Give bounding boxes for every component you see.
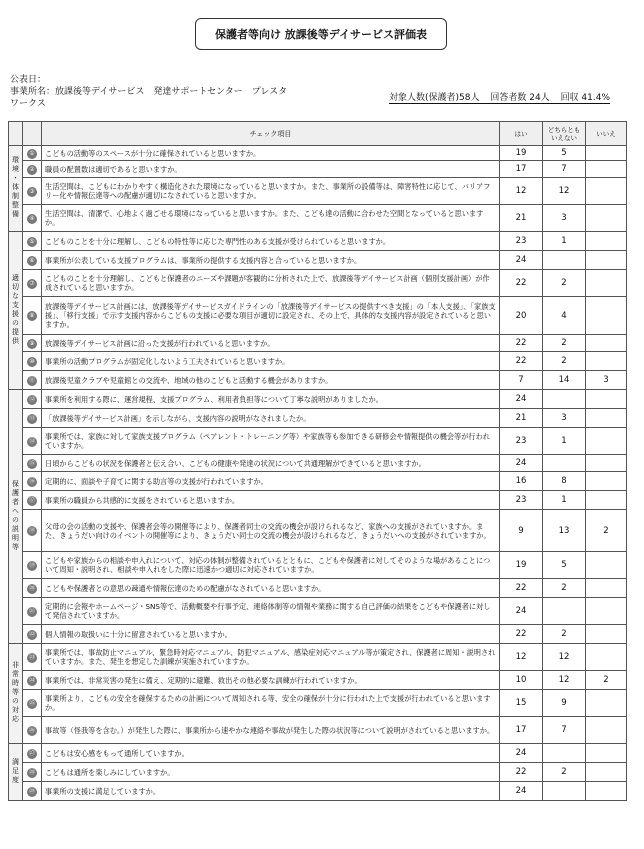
- category-label: [9, 744, 23, 801]
- table-row: [9, 409, 627, 428]
- question-text: 事業所の職員から共感的に支援をされていると思いますか。: [42, 491, 500, 510]
- table-row: [9, 205, 627, 232]
- answer-neither: [543, 598, 586, 625]
- item-number: [23, 644, 42, 671]
- answer-neither: 12: [543, 644, 586, 671]
- question-text: 事業所を利用する際に、運営規程、支援プログラム、利用者負担等について丁寧な説明がありましたか。: [42, 390, 500, 409]
- table-row: [9, 782, 627, 801]
- table-row: [9, 491, 627, 510]
- item-number-badge: ④: [27, 214, 37, 224]
- answer-no: [586, 232, 627, 251]
- answer-no: [586, 270, 627, 297]
- question-text: 職員の配置数は適切であると思いますか。: [42, 161, 500, 178]
- item-number: [23, 390, 42, 409]
- table-row: [9, 625, 627, 644]
- answer-neither: 2: [543, 335, 586, 352]
- recovery-rate: 回収 41.4%: [560, 93, 611, 103]
- answer-neither: [543, 251, 586, 270]
- item-number: [23, 428, 42, 455]
- item-number-badge: ⑱: [28, 527, 35, 534]
- question-text: 個人情報の取扱いに十分に留意されていると思いますか。: [42, 625, 500, 644]
- answer-neither: [543, 390, 586, 409]
- question-text: こどもや家族からの相談や申入れについて、対応の体制が整備されているとともに、こどもや保護者に対してそのような場があることについて周知・説明され、相談や申入れをした際に迅速かつ適切に対応されていますか。: [42, 552, 500, 579]
- document-title: 保護者等向け 放課後等デイサービス評価表: [195, 18, 447, 50]
- question-text: 「放課後等デイサービス計画」を示しながら、支援内容の説明がなされましたか。: [42, 409, 500, 428]
- question-text: こどもや保護者との意思の疎通や情報伝達のための配慮がなされていると思いますか。: [42, 579, 500, 598]
- answer-no: [586, 579, 627, 598]
- question-text: 事業所では、家族に対して家族支援プログラム（ペアレント・トレーニング等）や家族等も参加できる研修会や情報提供の機会等が行われていますか。: [42, 428, 500, 455]
- answer-neither: 9: [543, 690, 586, 717]
- answer-neither: 14: [543, 371, 586, 390]
- answer-yes: 10: [500, 671, 543, 690]
- answer-neither: 8: [543, 472, 586, 491]
- answer-no: [586, 644, 627, 671]
- answer-neither: [543, 455, 586, 472]
- item-number-badge: ㉑: [28, 607, 35, 615]
- answer-no: [586, 598, 627, 625]
- item-number: [23, 690, 42, 717]
- answer-yes: 24: [500, 455, 543, 472]
- answer-neither: 2: [543, 352, 586, 371]
- answer-yes: 9: [500, 510, 543, 552]
- question-text: 事業所より、こどもの安全を確保するための計画について周知される等、安全の確保が十分に行われた上で支援が行われていると思いますか。: [42, 690, 500, 717]
- target-count: 対象人数(保護者)58人: [389, 93, 480, 103]
- answer-no: [586, 690, 627, 717]
- answer-yes: 24: [500, 782, 543, 801]
- category-name: 非常時等の対応: [11, 661, 20, 724]
- item-number-badge: ⑲: [28, 561, 35, 569]
- answer-neither: 1: [543, 232, 586, 251]
- answer-neither: 2: [543, 270, 586, 297]
- answer-neither: 7: [543, 717, 586, 744]
- item-number-badge: ⑰: [28, 496, 35, 504]
- table-row: [9, 690, 627, 717]
- item-number-badge: ②: [27, 165, 37, 175]
- question-text: 日頃からこどもの状況を保護者と伝え合い、こどもの健康や発達の状況について共通理解ができていると思いますか。: [42, 455, 500, 472]
- question-text: 生活空間は、清潔で、心地よく過ごせる環境になっていると思いますか。また、こども達の活動に合わせた空間となっていると思いますか。: [42, 205, 500, 232]
- item-number-badge: ㉓: [28, 653, 35, 661]
- table-row: [9, 671, 627, 690]
- answer-neither: 13: [543, 510, 586, 552]
- question-text: 事業所の支援に満足していますか。: [42, 782, 500, 801]
- item-number: [23, 270, 42, 297]
- table-row: [9, 335, 627, 352]
- item-number: [23, 371, 42, 390]
- question-text: 事業所が公表している支援プログラムは、事業所の提供する支援内容と合っていると思いますか。: [42, 251, 500, 270]
- header-item: チェック項目: [42, 122, 500, 146]
- header-neither: どちらとも いえない: [543, 122, 586, 146]
- table-row: [9, 352, 627, 371]
- answer-yes: 24: [500, 251, 543, 270]
- question-text: 定期的に、面談や子育てに関する助言等の支援が行われていますか。: [42, 472, 500, 491]
- item-number-badge: ①: [27, 149, 37, 159]
- answer-no: [586, 352, 627, 371]
- answer-no: [586, 390, 627, 409]
- question-text: こどものことを十分に理解し、こどもの特性等に応じた専門性のある支援が受けられていると思いますか。: [42, 232, 500, 251]
- table-row: [9, 251, 627, 270]
- item-number-badge: ⑳: [28, 584, 35, 592]
- answer-neither: 12: [543, 671, 586, 690]
- item-number-badge: ⑯: [28, 477, 35, 485]
- category-name: 満足度: [11, 757, 20, 785]
- answer-yes: 22: [500, 270, 543, 297]
- table-row: [9, 644, 627, 671]
- answer-yes: 23: [500, 232, 543, 251]
- table-row: [9, 763, 627, 782]
- item-number-badge: ⑬: [28, 414, 35, 422]
- answer-yes: 12: [500, 178, 543, 205]
- table-row: [9, 390, 627, 409]
- answer-neither: 1: [543, 491, 586, 510]
- item-number-badge: ㉒: [28, 630, 35, 638]
- item-number-badge: ⑮: [28, 459, 35, 467]
- answer-yes: 21: [500, 409, 543, 428]
- answer-no: [586, 472, 627, 491]
- question-text: こどもの活動等のスペースが十分に確保されていると思いますか。: [42, 146, 500, 161]
- item-number-badge: ⑩: [27, 357, 37, 367]
- answer-no: [586, 763, 627, 782]
- answer-no: [586, 251, 627, 270]
- answer-no: [586, 744, 627, 763]
- answer-yes: 23: [500, 428, 543, 455]
- answer-neither: 7: [543, 161, 586, 178]
- question-text: 事業所では、非常災害の発生に備え、定期的に避難、救出その他必要な訓練が行われていますか。: [42, 671, 500, 690]
- answer-yes: 24: [500, 390, 543, 409]
- answer-yes: 15: [500, 690, 543, 717]
- header-no: いいえ: [586, 122, 627, 146]
- answer-yes: 19: [500, 146, 543, 161]
- item-number: [23, 510, 42, 552]
- item-number-badge: ⑦: [27, 279, 37, 289]
- answer-neither: 3: [543, 205, 586, 232]
- answer-neither: 5: [543, 146, 586, 161]
- table-row: [9, 161, 627, 178]
- table-row: [9, 371, 627, 390]
- answer-yes: 24: [500, 744, 543, 763]
- answer-no: [586, 428, 627, 455]
- item-number-badge: ⑭: [28, 437, 35, 445]
- category-name: 保護者への説明等: [11, 479, 20, 552]
- item-number: [23, 455, 42, 472]
- facility-name: 事業所名：放課後等デイサービス 発達サポートセンター プレスタワークス: [10, 87, 288, 109]
- answer-no: [586, 455, 627, 472]
- answer-neither: 5: [543, 552, 586, 579]
- item-number: [23, 161, 42, 178]
- answer-yes: 21: [500, 205, 543, 232]
- answer-yes: 12: [500, 644, 543, 671]
- question-text: 放課後等デイサービス計画には、放課後等デイサービスガイドラインの「放課後等デイサービスの提供すべき支援」の「本人支援」、「家族支援」、「移行支援」で示す支援内容からこどもの支援に必要な項目が適切に設定され、その上で、具体的な支援内容が設定されていると思いますか。: [42, 297, 500, 335]
- item-number: [23, 251, 42, 270]
- question-text: 事故等（怪我等を含む。）が発生した際に、事業所から速やかな連絡や事故が発生した際の状況等について説明がされていると思いますか。: [42, 717, 500, 744]
- response-summary: [389, 90, 610, 104]
- item-number: [23, 744, 42, 763]
- answer-neither: 12: [543, 178, 586, 205]
- header-yes: はい: [500, 122, 543, 146]
- answer-yes: 22: [500, 763, 543, 782]
- item-number: [23, 491, 42, 510]
- item-number-badge: ⑥: [27, 256, 37, 266]
- item-number: [23, 472, 42, 491]
- answer-neither: 2: [543, 763, 586, 782]
- answer-no: 2: [586, 510, 627, 552]
- item-number: [23, 782, 42, 801]
- item-number-badge: ⑫: [28, 395, 35, 403]
- answer-no: 2: [586, 671, 627, 690]
- item-number: [23, 763, 42, 782]
- question-text: 放課後児童クラブや児童館との交流や、地域の他のこどもと活動する機会がありますか。: [42, 371, 500, 390]
- answer-neither: 1: [543, 428, 586, 455]
- item-number: [23, 178, 42, 205]
- table-row: [9, 510, 627, 552]
- question-text: 放課後等デイサービス計画に沿った支援が行われていると思いますか。: [42, 335, 500, 352]
- table-row: [9, 579, 627, 598]
- item-number-badge: ㉔: [28, 676, 35, 684]
- item-number: [23, 146, 42, 161]
- question-text: 事業所の活動プログラムが固定化しないよう工夫されていると思いますか。: [42, 352, 500, 371]
- item-number: [23, 717, 42, 744]
- answer-yes: 22: [500, 335, 543, 352]
- answer-yes: 7: [500, 371, 543, 390]
- item-number-badge: ⑨: [27, 339, 37, 349]
- table-row: [9, 455, 627, 472]
- answer-yes: 16: [500, 472, 543, 491]
- question-text: こどものことを十分理解し、こどもと保護者のニーズや課題が客観的に分析された上で、放課後等デイサービス計画（個別支援計画）が作成されていると思いますか。: [42, 270, 500, 297]
- item-number: [23, 409, 42, 428]
- header-category: [9, 122, 23, 146]
- item-number-badge: ⑪: [28, 376, 35, 384]
- item-number-badge: ⑧: [27, 311, 37, 321]
- table-row: [9, 717, 627, 744]
- answer-neither: 4: [543, 297, 586, 335]
- answer-neither: [543, 744, 586, 763]
- item-number: [23, 579, 42, 598]
- answer-no: [586, 552, 627, 579]
- answer-no: [586, 625, 627, 644]
- answer-yes: 23: [500, 491, 543, 510]
- item-number-badge: ⑤: [27, 237, 37, 247]
- table-row: [9, 178, 627, 205]
- table-row: [9, 744, 627, 763]
- answer-yes: 24: [500, 598, 543, 625]
- answer-yes: 22: [500, 579, 543, 598]
- item-number: [23, 335, 42, 352]
- item-number-badge: ㉗: [28, 749, 35, 757]
- answer-no: [586, 409, 627, 428]
- category-label: [9, 644, 23, 744]
- answer-yes: 22: [500, 352, 543, 371]
- item-number-badge: ③: [27, 187, 37, 197]
- item-number: [23, 671, 42, 690]
- item-number: [23, 352, 42, 371]
- table-row: [9, 270, 627, 297]
- table-header-row: [9, 122, 627, 146]
- table-row: [9, 552, 627, 579]
- answer-no: [586, 491, 627, 510]
- answer-no: [586, 205, 627, 232]
- answer-neither: 3: [543, 409, 586, 428]
- question-text: 定期的に会報やホームページ・SNS等で、活動概要や行事予定、連絡体制等の情報や業務に関する自己評価の結果をこどもや保護者に対して発信されていますか。: [42, 598, 500, 625]
- category-label: [9, 390, 23, 644]
- category-name: 適切な支援の提供: [11, 273, 20, 346]
- item-number: [23, 205, 42, 232]
- answer-yes: 22: [500, 625, 543, 644]
- item-number: [23, 552, 42, 579]
- item-number: [23, 598, 42, 625]
- table-row: [9, 232, 627, 251]
- category-label: [9, 232, 23, 390]
- table-row: [9, 472, 627, 491]
- answer-no: [586, 335, 627, 352]
- answer-neither: [543, 782, 586, 801]
- table-row: [9, 146, 627, 161]
- answer-yes: 17: [500, 717, 543, 744]
- item-number: [23, 297, 42, 335]
- answer-yes: 20: [500, 297, 543, 335]
- evaluation-table: [8, 121, 627, 801]
- answer-no: [586, 161, 627, 178]
- answer-no: [586, 178, 627, 205]
- answer-yes: 19: [500, 552, 543, 579]
- table-row: [9, 598, 627, 625]
- table-row: [9, 297, 627, 335]
- question-text: 父母の会の活動の支援や、保護者会等の開催等により、保護者同士の交流の機会が設けられるなど、家族への支援がされていますか。また、きょうだい向けのイベントの開催等により、きょうだい同士の交流の機会が設けられるなど、きょうだいへの支援がされていますか。: [42, 510, 500, 552]
- answer-no: [586, 717, 627, 744]
- item-number-badge: ㉕: [28, 699, 35, 707]
- answer-yes: 17: [500, 161, 543, 178]
- item-number: [23, 625, 42, 644]
- question-text: 事業所では、事故防止マニュアル、緊急時対応マニュアル、防犯マニュアル、感染症対応マニュアル等が策定され、保護者に周知・説明されていますか。また、発生を想定した訓練が実施されていますか。: [42, 644, 500, 671]
- answer-neither: 2: [543, 579, 586, 598]
- item-number: [23, 232, 42, 251]
- publication-date-label: 公表日：: [10, 75, 47, 85]
- table-row: [9, 428, 627, 455]
- item-number-badge: ㉙: [28, 787, 35, 795]
- answer-no: [586, 782, 627, 801]
- answer-neither: 2: [543, 625, 586, 644]
- answer-no: 3: [586, 371, 627, 390]
- header-number: [23, 122, 42, 146]
- item-number-badge: ㉖: [28, 726, 35, 734]
- question-text: 生活空間は、こどもにわかりやすく構造化された環境になっていると思いますか。また、事業所の設備等は、障害特性に応じて、バリアフリー化や情報伝達等への配慮が適切になされていると思いますか。: [42, 178, 500, 205]
- respondent-count: 回答者数 24人: [490, 93, 550, 103]
- answer-no: [586, 146, 627, 161]
- category-name: 環境・体制整備: [11, 156, 20, 219]
- question-text: こどもは通所を楽しみにしていますか。: [42, 763, 500, 782]
- category-label: [9, 146, 23, 232]
- question-text: こどもは安心感をもって通所していますか。: [42, 744, 500, 763]
- item-number-badge: ㉘: [28, 768, 35, 776]
- answer-no: [586, 297, 627, 335]
